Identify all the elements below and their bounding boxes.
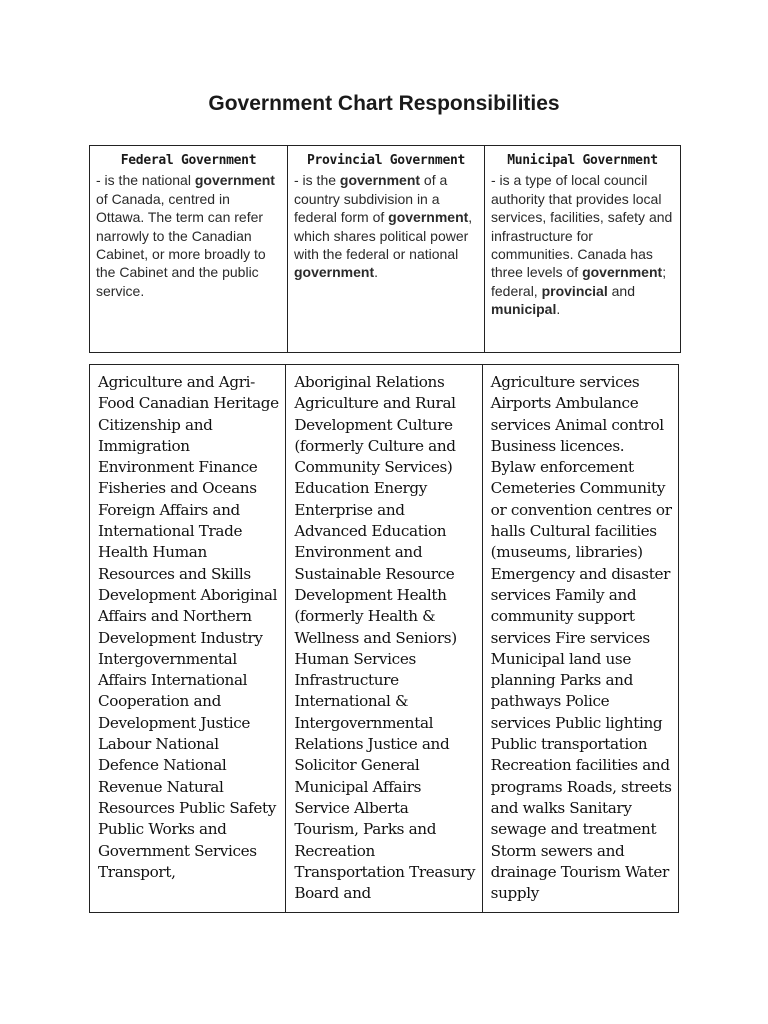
description-fragment: government (294, 264, 375, 281)
description-fragment: of Canada, centred in Ottawa. The term can refer narrowly to the Canadian Cabinet, or more broadly to the Cabinet and the public service. (96, 190, 266, 299)
definitions-row (90, 146, 681, 353)
description-fragment: municipal (491, 301, 557, 318)
municipal-heading: Municipal Government (507, 153, 658, 168)
page-title: Government Chart Responsibilities (208, 92, 560, 115)
federal-responsibilities: Agriculture and Agri-Food Canadian Heritage Citizenship and Immigration Environment Finance Fisheries and Oceans Foreign Affairs and International Trade Health Human Resources and Skills Development Aboriginal Affairs and Northern Development Industry Intergovernmental Affairs International Cooperation and Development Justice Labour National Defence National Revenue Natural Resources Public Safety Public Works and Government Services Transport, (90, 365, 286, 913)
provincial-description (294, 171, 478, 281)
description-fragment: of a country subdivision in a federal form of (294, 172, 448, 226)
municipal-definition-cell (485, 146, 681, 353)
responsibilities-table (89, 364, 679, 913)
description-fragment: government (388, 209, 469, 226)
responsibilities-row (90, 365, 679, 913)
provincial-heading: Provincial Government (306, 153, 466, 168)
description-fragment: . (374, 264, 379, 281)
federal-description (96, 171, 281, 300)
description-fragment: and (607, 282, 635, 299)
provincial-responsibilities: Aboriginal Relations Agriculture and Rural Development Culture (formerly Culture and Community Services) Education Energy Enterprise and Advanced Education Environment and Sustainable Resource Development Health (formerly Health & Wellness and Seniors) Human Services Infrastructure International & Intergovernmental Relations Justice and Solicitor General Municipal Affairs Service Alberta Tourism, Parks and Recreation Transportation Treasury Board and (286, 365, 482, 913)
description-fragment: government (582, 264, 663, 281)
municipal-responsibilities: Agriculture services Airports Ambulance services Animal control Business licences. Bylaw enforcement Cemeteries Community or convention centres or halls Cultural facilities (museums, libraries) Emergency and disaster services Family and community support services Fire services Municipal land use planning Parks and pathways Police services Public lighting Public transportation Recreation facilities and programs Roads, streets and walks Sanitary sewage and treatment Storm sewers and drainage Tourism Water supply (482, 365, 678, 913)
government-definitions-table (89, 145, 681, 353)
description-fragment: provincial (541, 282, 608, 299)
description-fragment: - is the (294, 172, 340, 189)
description-fragment: government (194, 172, 275, 189)
municipal-description (491, 171, 674, 318)
description-fragment: - is the national (96, 172, 195, 189)
provincial-definition-cell (288, 146, 485, 353)
description-fragment: government (339, 172, 421, 189)
description-fragment: - is a type of local council authority that provides local services, facilities, safety and infrastructure for communities. Canada has three levels of (491, 172, 673, 281)
description-fragment: ; federal, (491, 264, 667, 299)
federal-definition-cell (90, 146, 288, 353)
description-fragment: , which shares political power with the federal or national (294, 209, 473, 263)
description-fragment: . (556, 301, 561, 318)
federal-heading: Federal Government (120, 153, 257, 168)
